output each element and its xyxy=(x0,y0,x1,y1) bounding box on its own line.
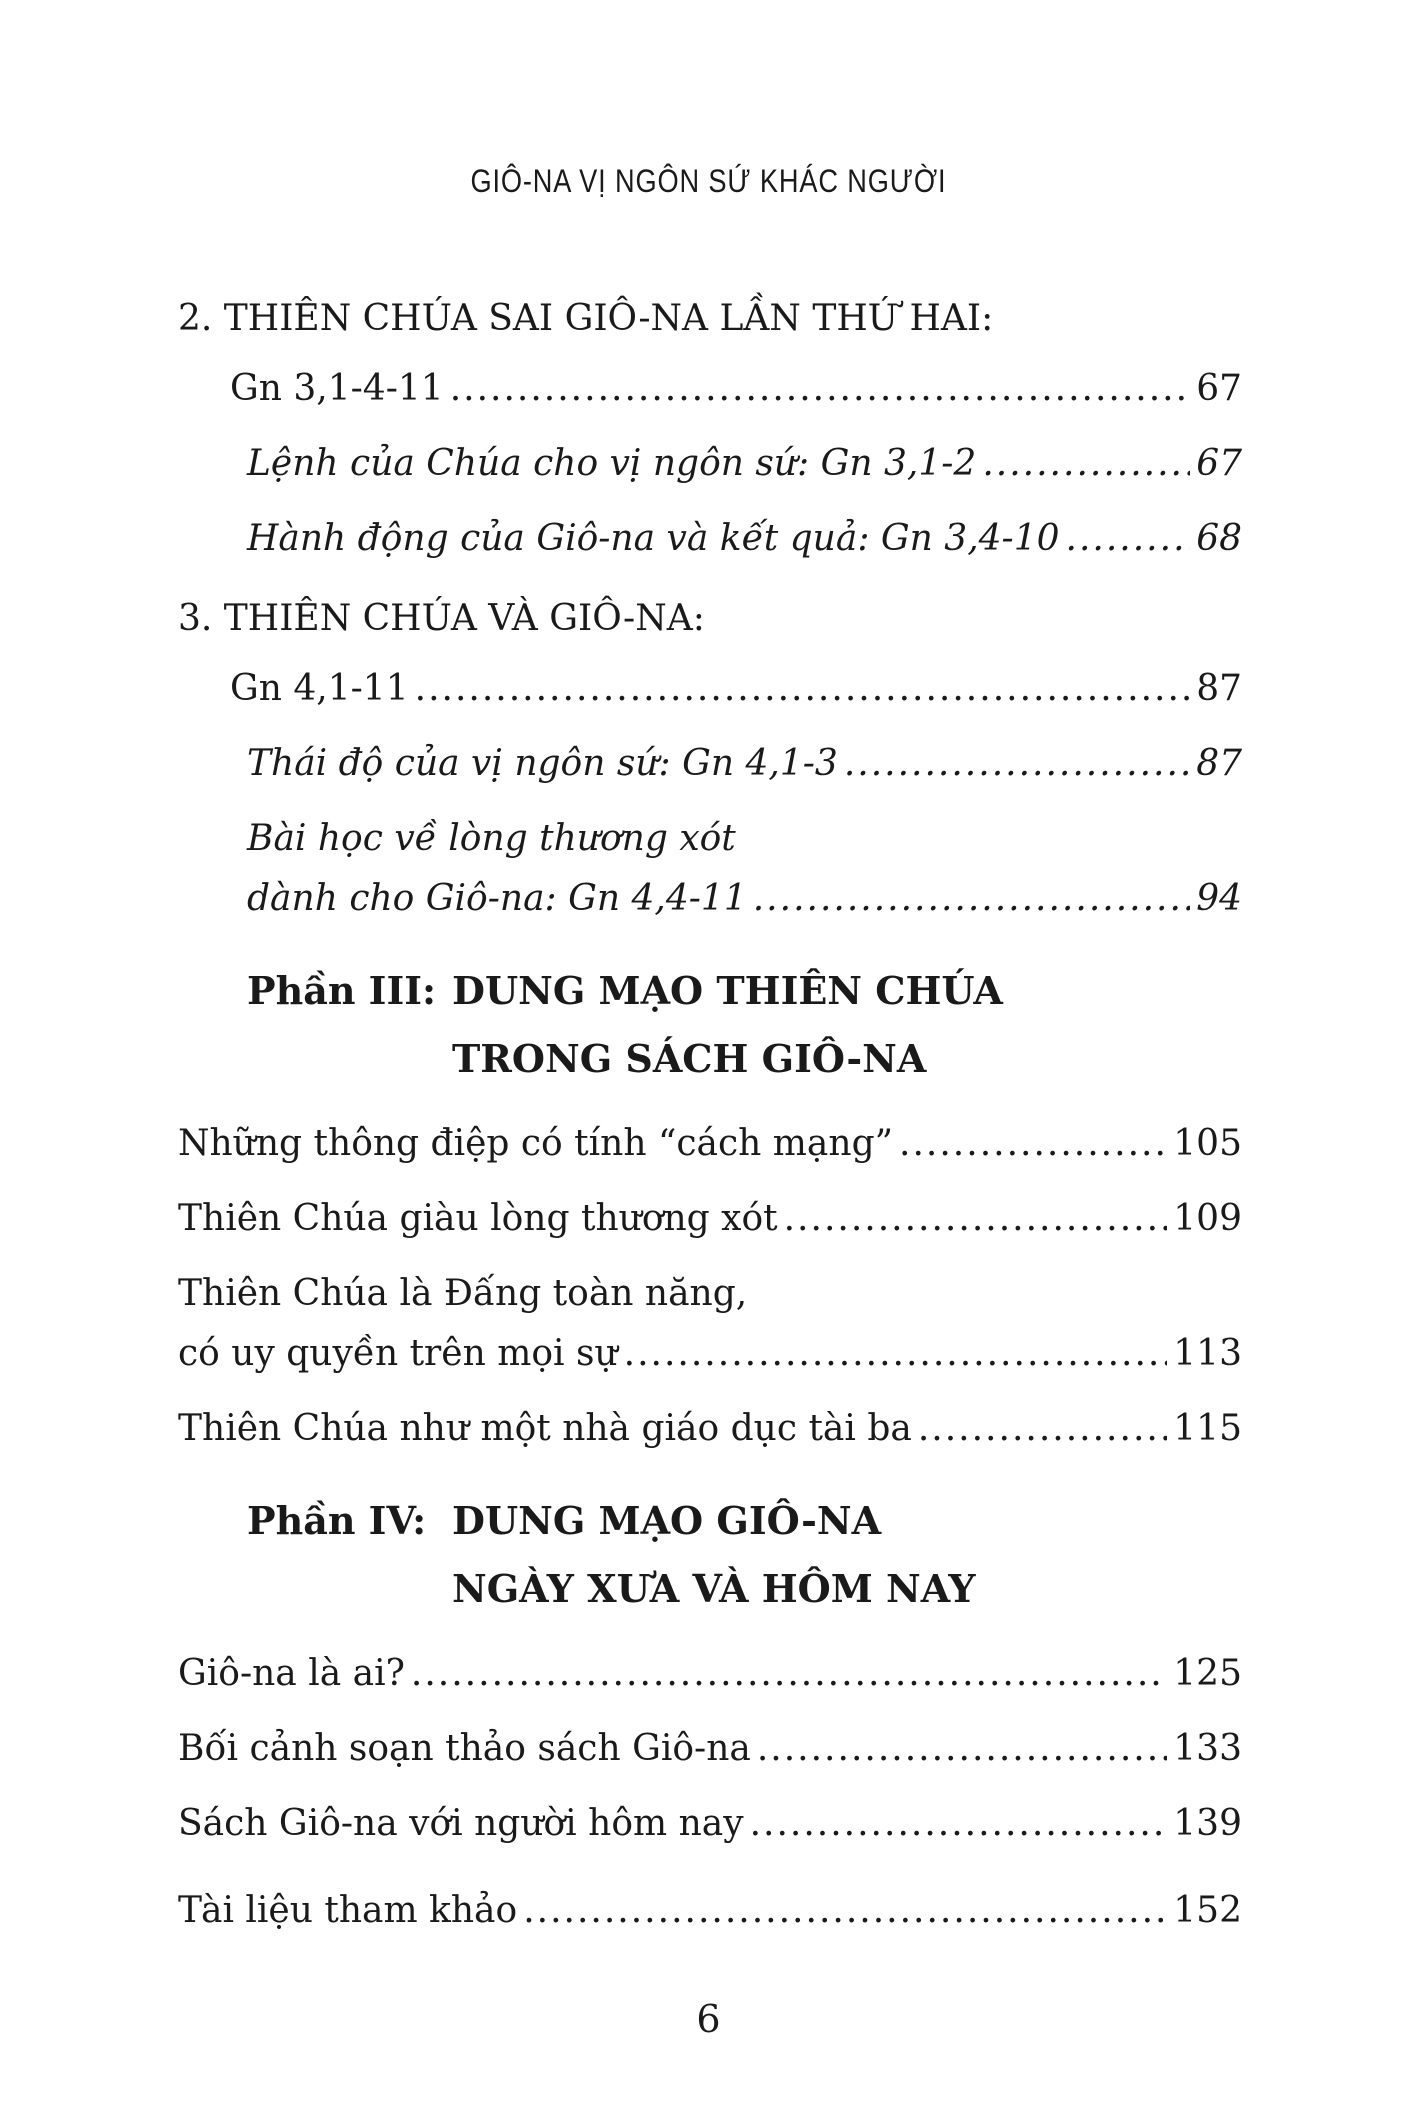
entry-page: 113 xyxy=(1173,1333,1242,1374)
entry-text: Bối cảnh soạn thảo sách Giô-na xyxy=(178,1728,751,1769)
toc-entry[interactable] xyxy=(178,1653,1242,1709)
part-3-label: Phần III: xyxy=(247,968,437,1013)
part-3-title-line1: DUNG MẠO THIÊN CHÚA xyxy=(452,968,1003,1013)
section-2-heading: 2. THIÊN CHÚA SAI GIÔ-NA LẦN THỨ HAI: xyxy=(178,298,994,339)
section-3-heading: 3. THIÊN CHÚA VÀ GIÔ-NA: xyxy=(178,598,705,639)
toc-entry[interactable] xyxy=(178,1408,1242,1464)
entry-text: Lệnh của Chúa cho vị ngôn sứ: Gn 3,1-2 xyxy=(247,443,977,484)
dot-leader xyxy=(1066,518,1191,559)
running-header: GIÔ-NA VỊ NGÔN SỨ KHÁC NGƯỜI xyxy=(470,163,947,199)
dot-leader xyxy=(523,1890,1167,1931)
entry-page: 139 xyxy=(1173,1803,1242,1844)
entry-page: 67 xyxy=(1196,368,1242,409)
toc-entry[interactable] xyxy=(178,1198,1242,1254)
toc-entry-references[interactable] xyxy=(178,1890,1242,1946)
part-4-title-line2: NGÀY XƯA VÀ HÔM NAY xyxy=(452,1566,976,1611)
entry-page: 152 xyxy=(1173,1890,1242,1931)
toc-subentry-line1: Bài học về lòng thương xót xyxy=(247,818,736,859)
part-4-title-line1: DUNG MẠO GIÔ-NA xyxy=(452,1498,882,1543)
dot-leader xyxy=(750,1803,1168,1844)
entry-text: Gn 4,1-11 xyxy=(230,668,409,709)
dot-leader xyxy=(844,743,1190,784)
entry-text: Thiên Chúa như một nhà giáo dục tài ba xyxy=(178,1408,912,1449)
toc-entry[interactable] xyxy=(178,1333,1242,1389)
entry-page: 67 xyxy=(1196,443,1242,484)
part-4-label: Phần IV: xyxy=(247,1498,427,1543)
entry-page: 68 xyxy=(1196,518,1242,559)
part-3-title-line2: TRONG SÁCH GIÔ-NA xyxy=(452,1036,927,1081)
dot-leader xyxy=(784,1198,1168,1239)
toc-subentry[interactable] xyxy=(247,518,1242,574)
entry-text: Thiên Chúa giàu lòng thương xót xyxy=(178,1198,778,1239)
dot-leader xyxy=(982,443,1190,484)
dot-leader xyxy=(411,1653,1167,1694)
entry-text: dành cho Giô-na: Gn 4,4-11 xyxy=(247,878,747,919)
entry-text: Giô-na là ai? xyxy=(178,1653,405,1694)
entry-page: 94 xyxy=(1196,878,1242,919)
page-number: 6 xyxy=(696,1997,721,2041)
entry-text: Những thông điệp có tính “cách mạng” xyxy=(178,1123,894,1164)
dot-leader xyxy=(918,1408,1167,1449)
dot-leader xyxy=(624,1333,1168,1374)
entry-page: 125 xyxy=(1173,1653,1242,1694)
entry-page: 133 xyxy=(1173,1728,1242,1769)
entry-page: 115 xyxy=(1173,1408,1242,1449)
toc-subentry[interactable] xyxy=(247,743,1242,799)
toc-subentry[interactable] xyxy=(247,878,1242,934)
dot-leader xyxy=(899,1123,1167,1164)
toc-entry[interactable] xyxy=(230,668,1242,724)
toc-entry[interactable] xyxy=(178,1123,1242,1179)
entry-text: Sách Giô-na với người hôm nay xyxy=(178,1803,744,1844)
toc-subentry[interactable] xyxy=(247,443,1242,499)
toc-entry[interactable] xyxy=(230,368,1242,424)
dot-leader xyxy=(415,668,1191,709)
entry-page: 87 xyxy=(1196,668,1242,709)
toc-entry[interactable] xyxy=(178,1728,1242,1784)
entry-text: Gn 3,1-4-11 xyxy=(230,368,444,409)
dot-leader xyxy=(757,1728,1167,1769)
dot-leader xyxy=(753,878,1190,919)
entry-text: có uy quyền trên mọi sự xyxy=(178,1333,618,1374)
toc-entry-line1: Thiên Chúa là Đấng toàn năng, xyxy=(178,1273,748,1314)
entry-text: Hành động của Giô-na và kết quả: Gn 3,4-10 xyxy=(247,518,1060,559)
entry-text: Thái độ của vị ngôn sứ: Gn 4,1-3 xyxy=(247,743,838,784)
entry-page: 105 xyxy=(1173,1123,1242,1164)
entry-page: 87 xyxy=(1196,743,1242,784)
entry-text: Tài liệu tham khảo xyxy=(178,1890,518,1931)
entry-page: 109 xyxy=(1173,1198,1242,1239)
dot-leader xyxy=(450,368,1191,409)
toc-entry[interactable] xyxy=(178,1803,1242,1859)
